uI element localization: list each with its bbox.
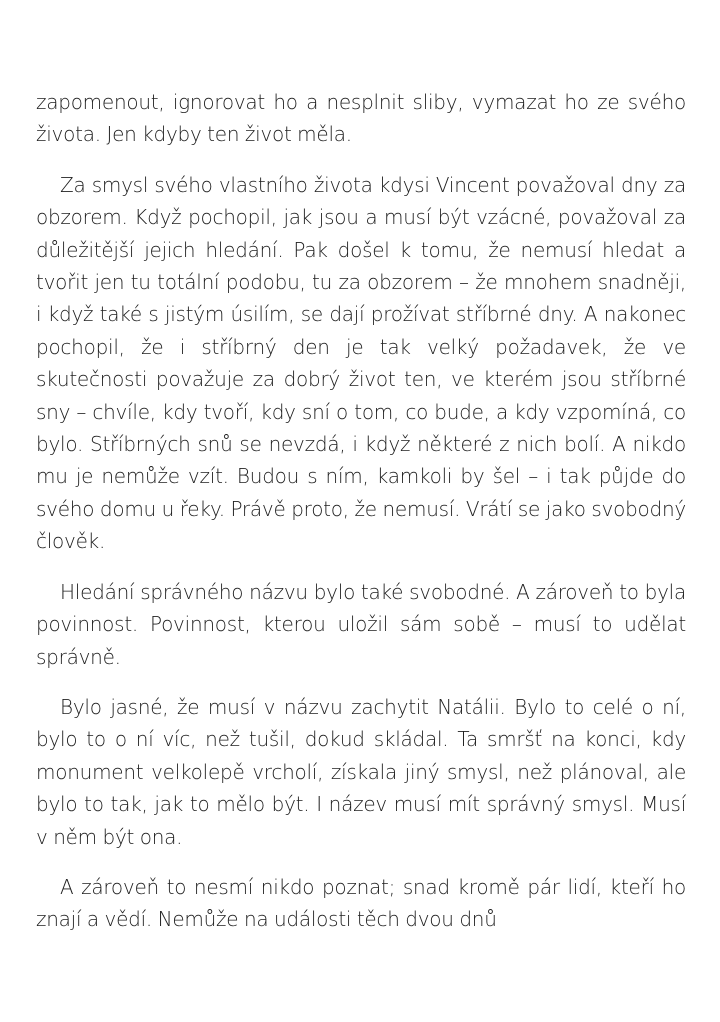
paragraph-5: A zároveň to nesmí nikdo poznat; snad kromě pár lidí, kteří ho znají a vědí. Nemůže na události těch dvou dnů [36, 874, 686, 932]
paragraph-4: Bylo jasné, že musí v názvu zachytit Natálii. Bylo to celé o ní, bylo to o ní víc, než tušil, dokud skládal. Ta smršť na konci, kdy monument velkolepě vrcholí, získala jiný smysl, než plánoval, ale bylo to tak, jak to mělo být. I název musí mít správný smysl. Musí v něm být ona. [36, 694, 686, 849]
paragraph-3: Hledání správného názvu bylo také svobodné. A zároveň to byla povinnost. Povinnost, kterou uložil sám sobě – musí to udělat správně. [36, 579, 686, 669]
paragraph-2: Za smysl svého vlastního života kdysi Vincent považoval dny za obzorem. Když pochopil, jak jsou a musí být vzácné, považoval za důležitější jejich hledání. Pak došel k tomu, že nemusí hledat a tvořit jen tu totální podobu, tu za obzorem – že mnohem snadněji, i když také s jistým úsilím, se dají prožívat stříbrné dny. A nakonec pochopil, že i stříbrný den je tak velký požadavek, že ve skutečnosti považuje za dobrý život ten, ve kterém jsou stříbrné sny – chvíle, kdy tvoří, kdy sní o tom, co bude, a kdy vzpomíná, co bylo. Stříbrných snů se nevzdá, i když některé z nich bolí. A nikdo mu je nemůže vzít. Budou s ním, kamkoli by šel – i tak půjde do svého domu u řeky. Právě proto, že nemusí. Vrátí se jako svobodný člověk. [36, 172, 686, 554]
document-page [36, 86, 686, 954]
paragraph-1: zapomenout, ignorovat ho a nesplnit sliby, vymazat ho ze svého života. Jen kdyby ten život měla. [36, 90, 686, 147]
